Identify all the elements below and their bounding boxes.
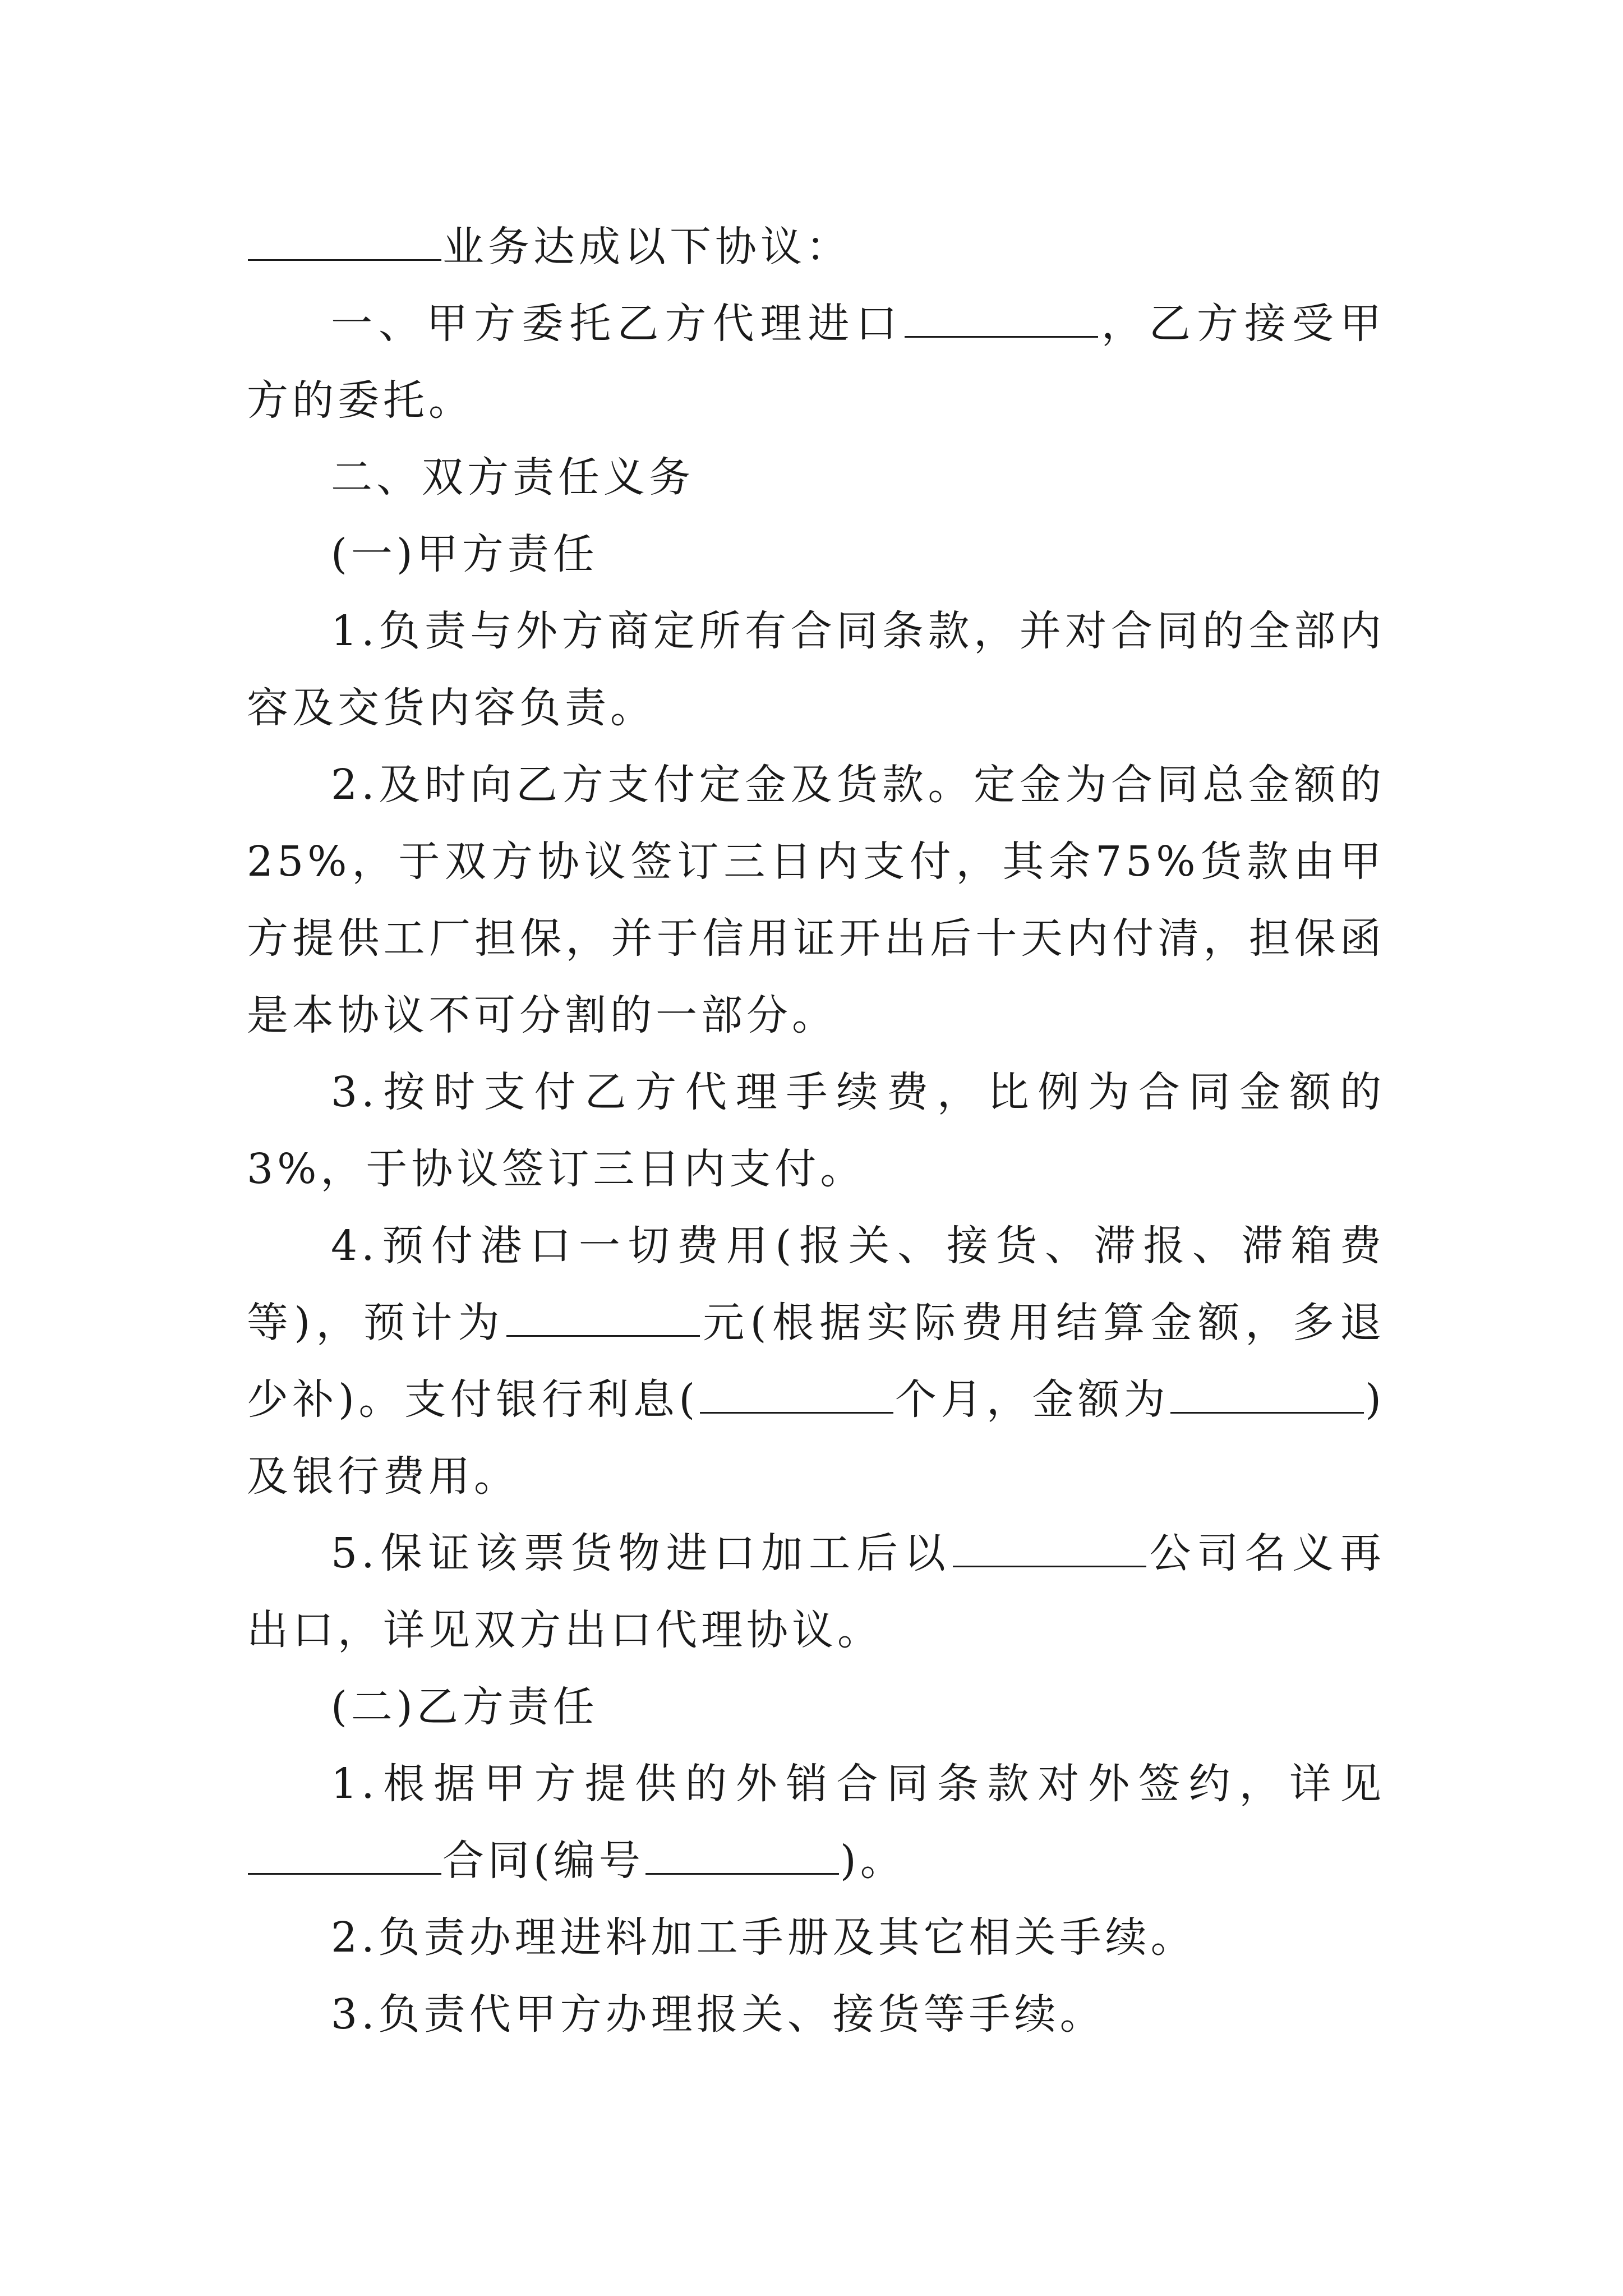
blank-field	[248, 222, 441, 261]
paragraph-8	[247, 1515, 1385, 1669]
text-p10-b: 合同(编号	[442, 1837, 644, 1885]
text-p7-c: 个月，金额为	[895, 1375, 1170, 1424]
paragraph-4: 1.负责与外方商定所有合同条款，并对合同的全部内容及交货内容负责。	[247, 607, 1385, 732]
blank-field	[953, 1528, 1146, 1567]
text-p10-c: )。	[840, 1837, 906, 1885]
document-body	[247, 209, 1385, 2053]
text-intro: 业务达成以下协议：	[442, 223, 851, 271]
blank-field	[506, 1297, 700, 1337]
blank-field	[248, 1835, 441, 1875]
text-p1-b: ，乙方接受甲方的委托。	[247, 300, 1386, 425]
text-p7-a: 4.预付港口一切费用(报关、接货、滞报、滞箱费等)，预计为	[247, 1222, 1385, 1347]
paragraph-6: 3.按时支付乙方代理手续费，比例为合同金额的3%，于协议签订三日内支付。	[247, 1068, 1385, 1193]
paragraph-10	[247, 1746, 1385, 1899]
blank-field	[645, 1835, 839, 1875]
text-p7-b: 元(根据实际费用结算金额，多退少补)。支付银行利息(	[247, 1299, 1386, 1424]
paragraph-11: 2.负责办理进料加工手册及其它相关手续。	[331, 1913, 1196, 1962]
paragraph-2: 二、双方责任义务	[331, 453, 694, 501]
blank-field	[1170, 1374, 1364, 1414]
text-p7-d: )及银行费用。	[247, 1375, 1386, 1501]
paragraph-9: (二)乙方责任	[331, 1683, 598, 1731]
text-p8-a: 5.保证该票货物进口加工后以	[331, 1529, 952, 1577]
paragraph-12: 3.负责代甲方办理报关、接货等手续。	[331, 1990, 1105, 2039]
paragraph-7	[247, 1208, 1385, 1515]
blank-field	[905, 298, 1098, 338]
text-p1-a: 一、甲方委托乙方代理进口	[331, 300, 903, 348]
blank-field	[700, 1374, 893, 1414]
text-p8-b: 公司名义再出口，详见双方出口代理协议。	[247, 1529, 1385, 1654]
paragraph-intro	[247, 209, 1385, 286]
text-p10-a: 1.根据甲方提供的外销合同条款对外签约，详见	[331, 1760, 1385, 1808]
paragraph-5: 2.及时向乙方支付定金及货款。定金为合同总金额的25%，于双方协议签订三日内支付，其余75%货款由甲方提供工厂担保，并于信用证开出后十天内付清，担保函是本协议不可分割的一部分。	[247, 761, 1385, 1039]
paragraph-1	[247, 286, 1385, 439]
paragraph-3: (一)甲方责任	[331, 530, 598, 578]
